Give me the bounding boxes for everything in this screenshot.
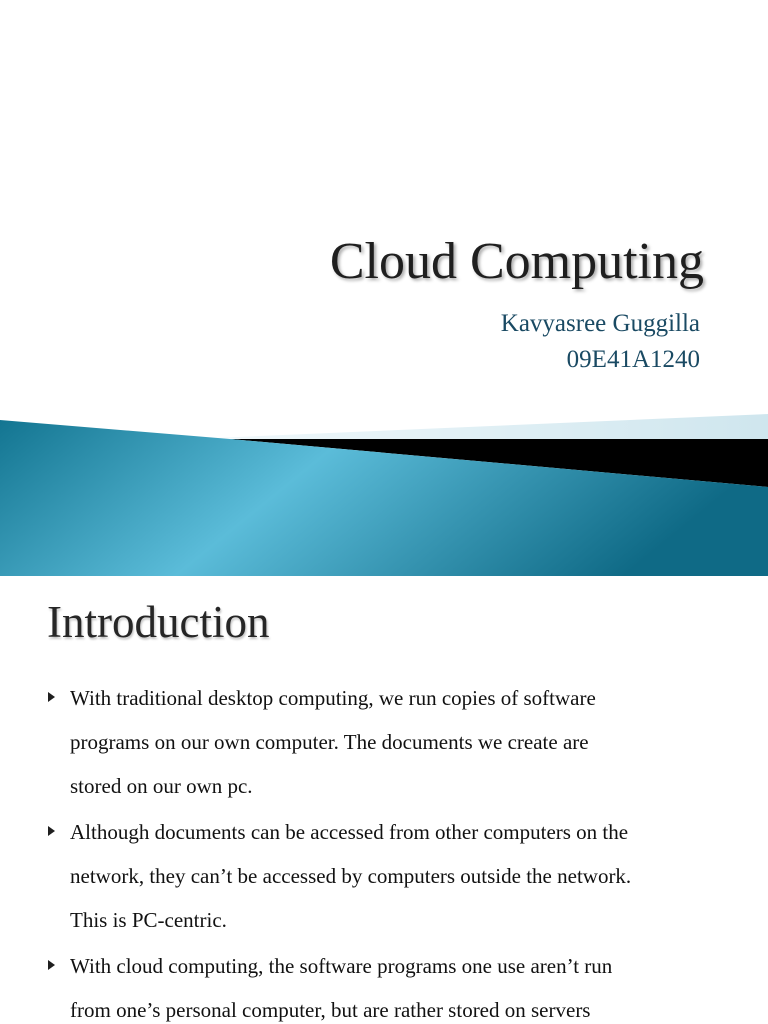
bullet-text-line: stored on our own pc. [70, 774, 253, 798]
pale-strip [215, 414, 768, 440]
bullet-text-line: This is PC-centric. [70, 908, 227, 932]
bullet-list [0, 676, 768, 1024]
presentation-title: Cloud Computing [329, 233, 704, 290]
bullet-arrow-icon [48, 960, 55, 970]
slide-heading: Introduction [47, 597, 270, 647]
bullet-text-line: from one’s personal computer, but are rather stored on servers [70, 998, 591, 1022]
author-id: 09E41A1240 [566, 346, 700, 373]
bullet-arrow-icon [48, 826, 55, 836]
bullet-arrow-icon [48, 692, 55, 702]
bullet-text-line: Although documents can be accessed from other computers on the [70, 820, 629, 844]
introduction-slide [0, 576, 768, 1024]
author-name: Kavyasree Guggilla [500, 310, 700, 337]
presentation-subtitle [501, 306, 700, 378]
bullet-text-line: programs on our own computer. The documents we create are [70, 730, 589, 754]
bullet-text-line: With traditional desktop computing, we run copies of software [70, 686, 596, 710]
bullet-item [0, 676, 768, 808]
bullet-text-line: network, they can’t be accessed by computers outside the network. [70, 864, 632, 888]
bullet-text-line: With cloud computing, the software programs one use aren’t run [70, 954, 613, 978]
bullet-item [0, 944, 768, 1024]
bullet-item [0, 810, 768, 942]
